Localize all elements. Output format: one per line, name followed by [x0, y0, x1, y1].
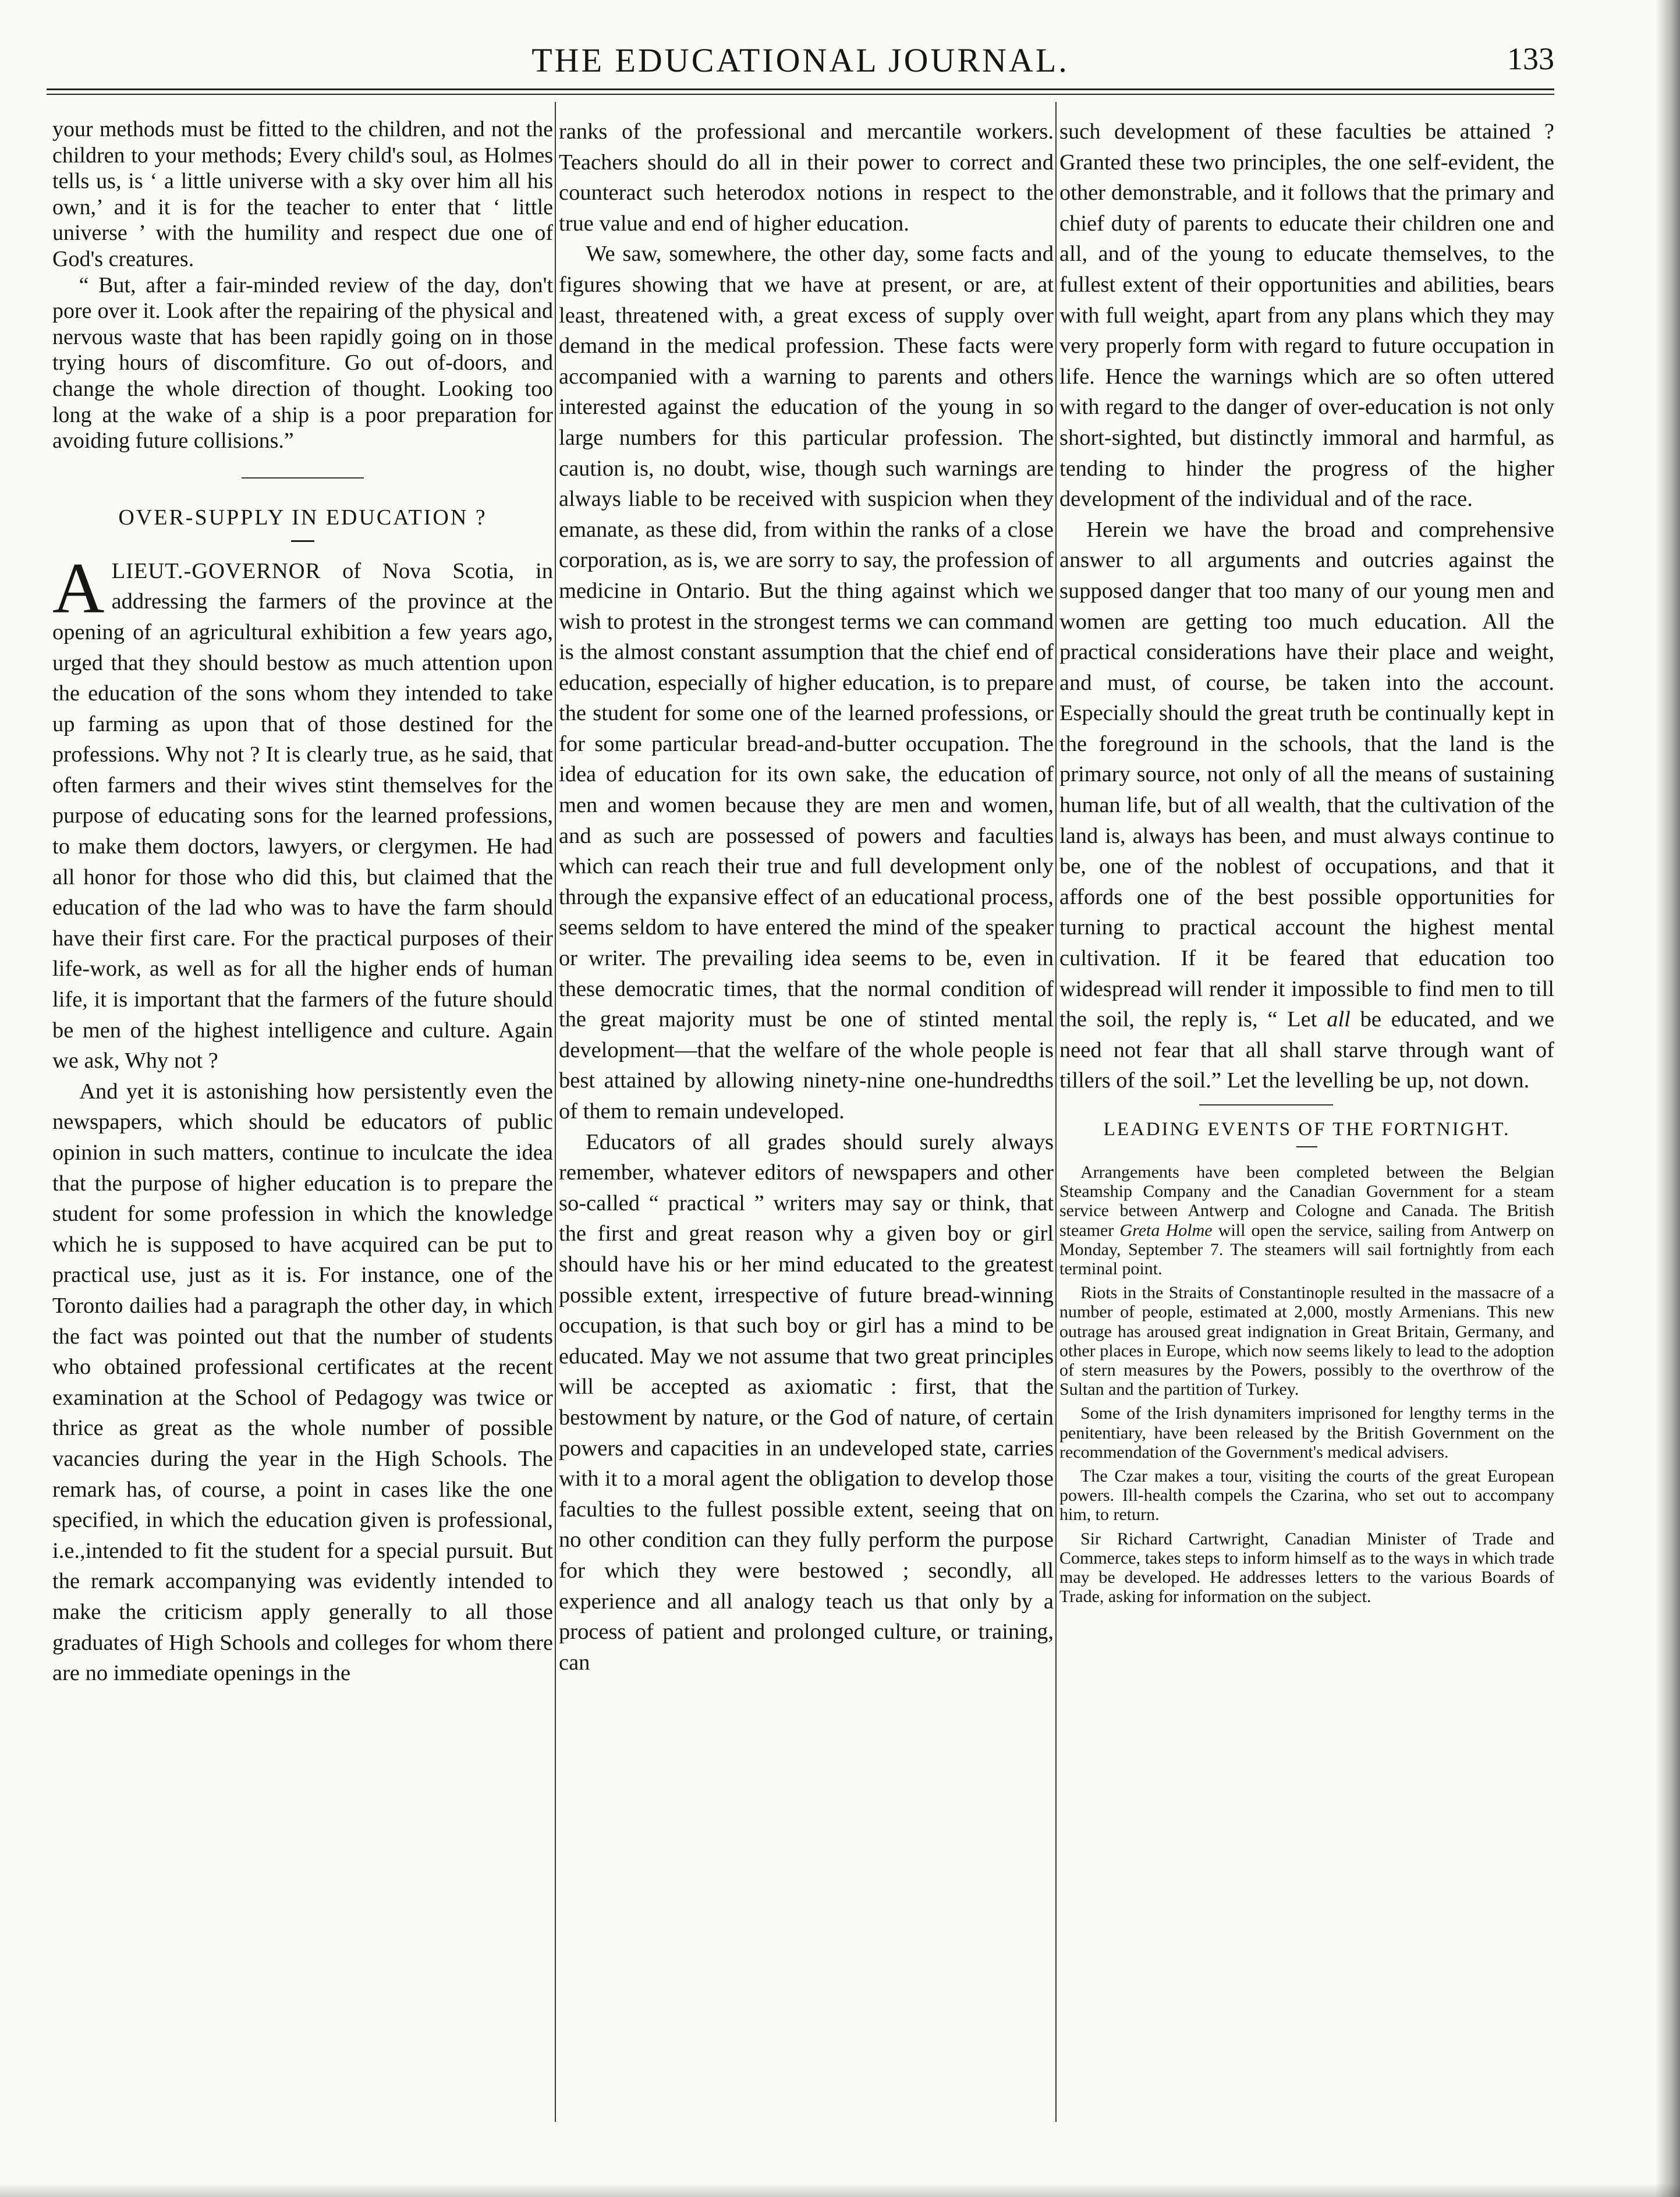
event-item: Sir Richard Cartwright, Canadian Minister of Trade and Commerce, takes steps to inform himself as to the ways in which trade may be developed. He addresses letters to the various Boards of Trade, asking for information on the subject. — [1059, 1529, 1554, 1607]
paragraph-text: be educated, and we need not fear that all shall starve through want of tillers of the soil.” Let the levelling be up, not down. — [1059, 1007, 1554, 1093]
masthead — [47, 41, 1554, 87]
section-divider — [242, 477, 364, 479]
page-number: 133 — [1507, 41, 1554, 76]
scan-edge-shadow — [1656, 0, 1680, 2197]
paragraph: ranks of the professional and mercantile workers. Teachers should do all in their power to correct and counteract such heterodox notions in respect to the true value and end of higher education. — [559, 119, 1054, 236]
journal-title: THE EDUCATIONAL JOURNAL. — [531, 41, 1069, 79]
event-item: Riots in the Straits of Constantinople resulted in the massacre of a number of people, estimated at 2,000, mostly Armenians. This new outrage has aroused great indignation in Great Britain, Germany, and other places in Europe, which now seems likely to lead to the adoption of stern measures by the Powers, possibly to the overthrow of the Sultan and the partition of Turkey. — [1059, 1283, 1554, 1399]
ship-name: Greta Holme — [1119, 1220, 1213, 1240]
paragraph-text: Herein we have the broad and comprehensive answer to all arguments and outcries against the supposed danger that too many of our young men and women are getting too much education. All the practical considerations have their place and weight, and must, of course, be taken into the account. Especially should the great truth be continually kept in the foreground in the schools, that the land is the primary source, not only of all the means of sustaining human life, but of all wealth, that the cultivation of the land is, always has been, and must always continue to be, one of the noblest of occupations, and that it affords one of the best possible opportunities for turning to practical account the highest mental cultivation. If it be feared that education too widespread will render it impossible to find men to till the soil, the reply is, “ Let — [1059, 517, 1554, 1032]
header-rule-thin — [47, 94, 1554, 95]
paragraph: We saw, somewhere, the other day, some facts and figures showing that we have at present, or are, at least, threatened with, a great excess of supply over demand in the medical profession. These facts were accompanied with a warning to parents and others interested against the education of the young in so large numbers for this particular profession. The caution is, no doubt, wise, though such warnings are always liable to be received with suspicion when they emanate, as these did, from within the ranks of a close corporation, as is, we are sorry to say, the profession of medicine in Ontario. But the thing against which we wish to protest in the strongest terms we can command is the almost constant assumption that the chief end of education, especially of higher education, is to prepare the student for some one of the learned professions, or for some particular bread-and-butter occupation. The idea of education for its own sake, the education of men and women because they are men and women, and as such are possessed of powers and faculties which can reach their true and full development only through the expansive effect of an educational process, seems seldom to have entered the mind of the speaker or writer. The prevailing idea seems to be, even in these democratic times, that the normal condition of the great majority must be one of stinted mental development—that the welfare of the whole people is best attained by allowing ninety-nine one-hundredths of them to remain undeveloped. — [559, 242, 1054, 1124]
column-1 — [52, 116, 553, 2142]
paragraph: “ But, after a fair-minded review of the day, don't pore over it. Look after the repairing of the physical and nervous waste that has been rapidly going on in those trying hours of discomfiture. Go out of-doors, and change the whole direction of thought. Looking too long at the wake of a ship is a poor preparation for avoiding future collisions.” — [52, 272, 553, 453]
event-text: Arrangements have been completed between the Belgian Steamship Company and the Canadian Government for a steam service between Antwerp and Cologne and Canada. The British steamer — [1059, 1163, 1554, 1240]
event-item — [1059, 1163, 1554, 1278]
lead-words: LIEUT.-GOVERNOR — [111, 558, 321, 583]
paragraph-text: of Nova Scotia, in addressing the farmers of the province at the opening of an agricultural exhibition a few years ago, urged that they should bestow as much attention upon the education of the sons whom they intended to take up farming as upon that of those destined for the professions. Why not ? It is clearly true, as he said, that often farmers and their wives stint themselves for the purpose of educating sons for the learned professions, to make them doctors, lawyers, or clergymen. He had all honor for those who did this, but claimed that the education of the lad who was to have the farm should have their first care. For the practical purposes of their life-work, as well as for all the higher ends of human life, it is important that the farmers of the future should be men of the highest intelligence and culture. Again we ask, Why not ? — [52, 558, 553, 1073]
section-divider — [1199, 1104, 1333, 1105]
drop-cap: A — [52, 548, 105, 628]
column-2 — [559, 116, 1054, 2142]
paragraph — [1059, 515, 1554, 1096]
heading-dash — [1296, 1146, 1317, 1147]
article-lead-paragraph — [52, 548, 553, 1076]
column-3 — [1059, 116, 1554, 2142]
event-item: The Czar makes a tour, visiting the courts of the great European powers. Ill-health compels the Czarina, who set out to accompany him, to return. — [1059, 1466, 1554, 1525]
events-list — [1059, 1163, 1554, 1606]
paragraph: And yet it is astonishing how persistently even the newspapers, which should be educators of public opinion in such matters, continue to inculcate the idea that the purpose of higher education is to prepare the student for some profession in which the knowledge which he is supposed to have acquired can be put to practical use, just as it is. For instance, one of the Toronto dailies had a paragraph the other day, in which the fact was pointed out that the number of students who obtained professional certificates at the recent examination at the School of Pedagogy was twice or thrice as great as the whole number of possible vacancies during the year in the High Schools. The remark has, of course, a point in cases like the one specified, in which the education given is professional, i.e.,intended to fit the student for a special pursuit. But the remark accompanying was evidently intended to make the criticism apply generally to all those graduates of High Schools and colleges for whom there are no immediate openings in the — [52, 1079, 553, 1686]
event-item: Some of the Irish dynamiters imprisoned for lengthy terms in the penitentiary, have been released by the British Government on the recommendation of the Government's medical advisers. — [1059, 1404, 1554, 1462]
scan-bottom-shadow — [0, 2183, 1680, 2197]
paragraph: such development of these faculties be attained ? Granted these two principles, the one self-evident, the other demonstrable, and it follows that the primary and chief duty of parents to educate their children one and all, and of the young to educate themselves, to the fullest extent of their opportunities and abilities, bears with full weight, apart from any plans which they may very properly form with regard to future occupation in life. Hence the warnings which are so often uttered with regard to the danger of over-education is not only short-sighted, but distinctly immoral and harmful, as tending to hinder the progress of the higher development of the individual and of the race. — [1059, 119, 1554, 512]
column-divider — [1055, 102, 1057, 2122]
event-text: will open the service, sailing from Antwerp on Monday, September 7. The steamers will sail fortnightly from each terminal point. — [1059, 1220, 1554, 1279]
italic-word: all — [1327, 1007, 1351, 1032]
events-heading: LEADING EVENTS OF THE FORTNIGHT. — [1103, 1119, 1511, 1140]
header-rule — [47, 88, 1554, 90]
heading-dash — [291, 540, 314, 542]
paragraph: your methods must be fitted to the children, and not the children to your methods; Every child's soul, as Holmes tells us, is ‘ a little universe with a sky over him all his own,’ and it is for the teacher to enter that ‘ little universe ’ with the humility and respect due one of God's creatures. — [52, 117, 553, 271]
paragraph: Educators of all grades should surely always remember, whatever editors of newspapers and other so-called “ practical ” writers may say or think, that the first and great reason why a given boy or girl should have his or her mind educated to the greatest possible extent, irrespective of future bread-winning occupation, is that such boy or girl has a mind to be educated. May we not assume that two great principles will be accepted as axiomatic : first, that the bestowment by nature, or the God of nature, of certain powers and capacities in an undeveloped state, carries with it to a moral agent the obligation to develop those faculties to the fullest possible extent, seeing that on no other condition can they fully perform the purpose for which they were bestowed ; secondly, all experience and all analogy teach us that only by a process of patient and prolonged culture, or training, can — [559, 1129, 1054, 1675]
article-heading: OVER-SUPPLY IN EDUCATION ? — [118, 505, 487, 530]
column-divider — [555, 102, 556, 2122]
quote-block — [52, 116, 553, 454]
